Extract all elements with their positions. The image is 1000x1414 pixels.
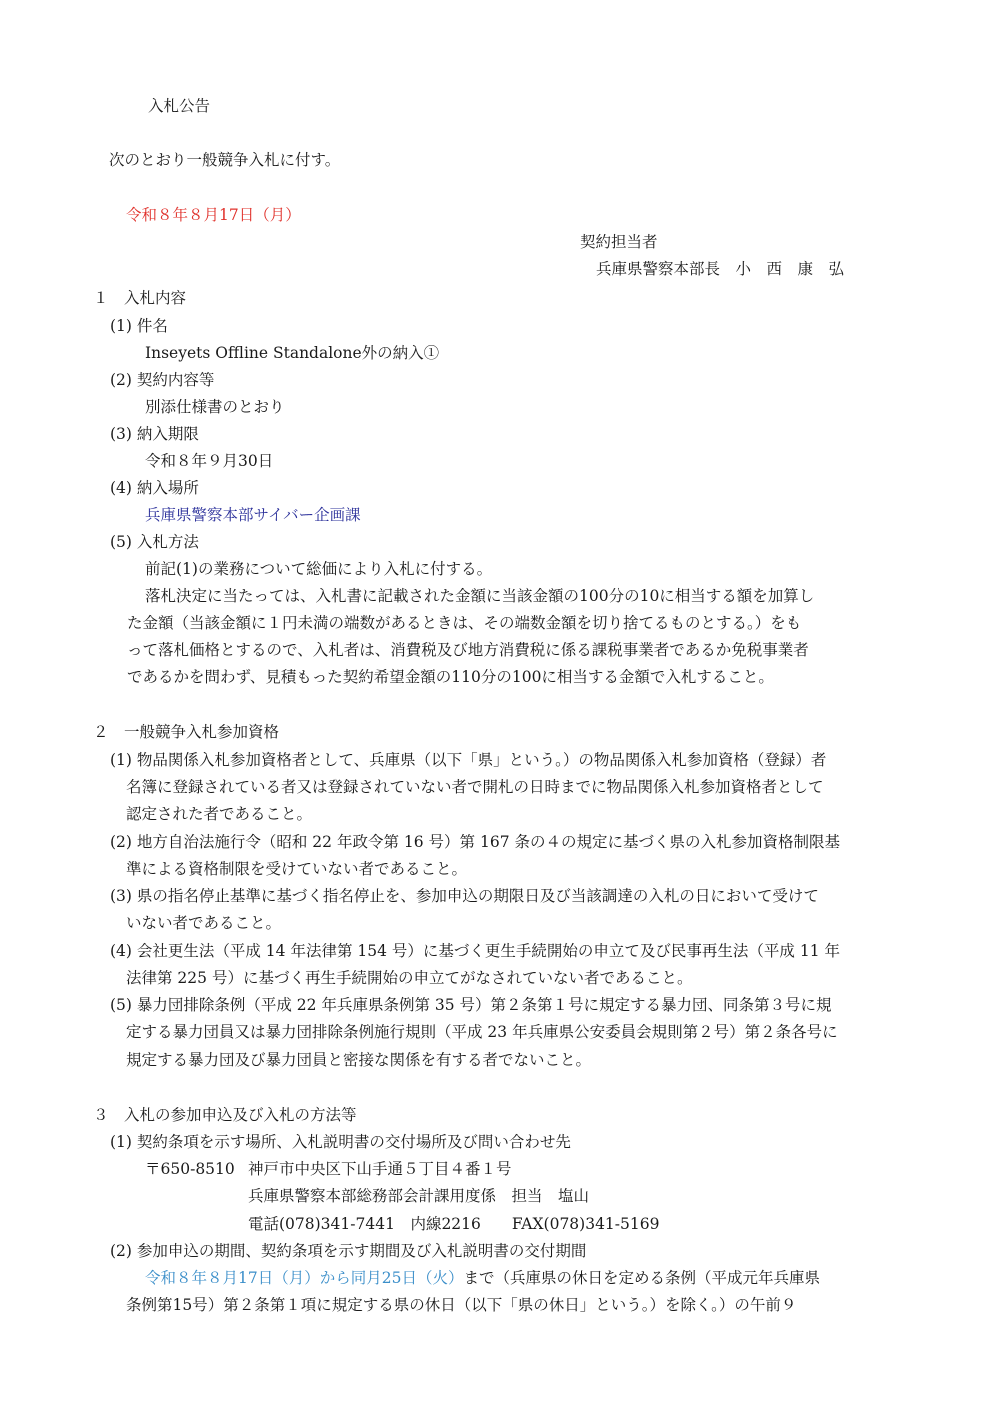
item3-label: (3) 納入期限 <box>110 425 199 443</box>
intro-text: 次のとおり一般競争入札に付す。 <box>109 151 341 169</box>
item5-line: であるかを問わず、見積もった契約希望金額の110分の100に相当する金額で入札すること。 <box>127 668 774 686</box>
address: 神戸市中央区下山手通５丁目４番１号 <box>248 1160 512 1178</box>
section2-line: 法律第 225 号）に基づく再生手続開始の申立てがなされていない者であること。 <box>126 969 693 987</box>
period-dates: 令和８年８月17日（月）から同月25日（火） <box>145 1269 464 1287</box>
postal-code: 〒650-8510 <box>145 1160 235 1178</box>
period-rest: まで（兵庫県の休日を定める条例（平成元年兵庫県 <box>463 1269 820 1287</box>
section2-line: (4) 会社更生法（平成 14 年法律第 154 号）に基づく更生手続開始の申立て及び民事再生法（平成 11 年 <box>110 942 840 960</box>
item3-value: 令和８年９月30日 <box>145 452 274 470</box>
item2-value: 別添仕様書のとおり <box>145 398 285 416</box>
section2-line: 準による資格制限を受けていない者であること。 <box>126 860 468 878</box>
section2-line: 規定する暴力団及び暴力団員と密接な関係を有する者でないこと。 <box>126 1051 592 1069</box>
department: 兵庫県警察本部総務部会計課用度係 担当 塩山 <box>248 1187 590 1205</box>
section2-line: いない者であること。 <box>126 914 282 932</box>
contract-official: 兵庫県警察本部長 小 西 康 弘 <box>596 260 845 278</box>
notice-title: 入札公告 <box>148 97 211 115</box>
item5-line: 前記(1)の業務について総価により入札に付する。 <box>145 560 493 578</box>
item2-label: (2) 契約内容等 <box>110 371 215 389</box>
section2-heading: ２ 一般競争入札参加資格 <box>93 723 280 741</box>
section3-heading: ３ 入札の参加申込及び入札の方法等 <box>93 1106 357 1124</box>
section2-line: (5) 暴力団排除条例（平成 22 年兵庫県条例第 35 号）第２条第１号に規定する暴力団、同条第３号に規 <box>110 996 832 1014</box>
item4-value: 兵庫県警察本部サイバー企画課 <box>145 506 361 524</box>
item5-line: 落札決定に当たっては、入札書に記載された金額に当該金額の100分の10に相当する額を加算し <box>145 587 815 605</box>
section2-line: 定する暴力団員又は暴力団排除条例施行規則（平成 23 年兵庫県公安委員会規則第２号）第２条各号に <box>126 1023 838 1041</box>
section2-line: 名簿に登録されている者又は登録されていない者で開札の日時までに物品関係入札参加資格者として <box>126 778 824 796</box>
section2-line: (2) 地方自治法施行令（昭和 22 年政令第 16 号）第 167 条の４の規定に基づく県の入札参加資格制限基 <box>110 833 840 851</box>
item1-label: (1) 件名 <box>110 317 168 335</box>
item5-line: って落札価格とするので、入札者は、消費税及び地方消費税に係る課税事業者であるか免税事業者 <box>127 641 809 659</box>
section2-line: (1) 物品関係入札参加資格者として、兵庫県（以下「県」という。）の物品関係入札参加資格（登録）者 <box>110 751 827 769</box>
item4-label: (4) 納入場所 <box>110 479 199 497</box>
notice-date: 令和８年８月17日（月） <box>126 206 301 224</box>
contract-role: 契約担当者 <box>580 233 658 251</box>
s3-item2-label: (2) 参加申込の期間、契約条項を示す期間及び入札説明書の交付期間 <box>110 1242 587 1260</box>
section2-line: (3) 県の指名停止基準に基づく指名停止を、参加申込の期限日及び当該調達の入札の日において受けて <box>110 887 819 905</box>
item5-label: (5) 入札方法 <box>110 533 199 551</box>
period-line-2: 条例第15号）第２条第１項に規定する県の休日（以下「県の休日」という。）を除く。）の午前９ <box>126 1296 797 1314</box>
phone-fax: 電話(078)341-7441 内線2216 FAX(078)341-5169 <box>248 1215 660 1233</box>
section2-line: 認定された者であること。 <box>126 805 313 823</box>
section1-heading: １ 入札内容 <box>93 289 187 307</box>
item1-value: Inseyets Offline Standalone外の納入① <box>145 344 440 362</box>
item5-line: た金額（当該金額に１円未満の端数があるときは、その端数金額を切り捨てるものとする。）をも <box>127 614 802 632</box>
period-line <box>145 1268 820 1288</box>
s3-item1-label: (1) 契約条項を示す場所、入札説明書の交付場所及び問い合わせ先 <box>110 1133 571 1151</box>
